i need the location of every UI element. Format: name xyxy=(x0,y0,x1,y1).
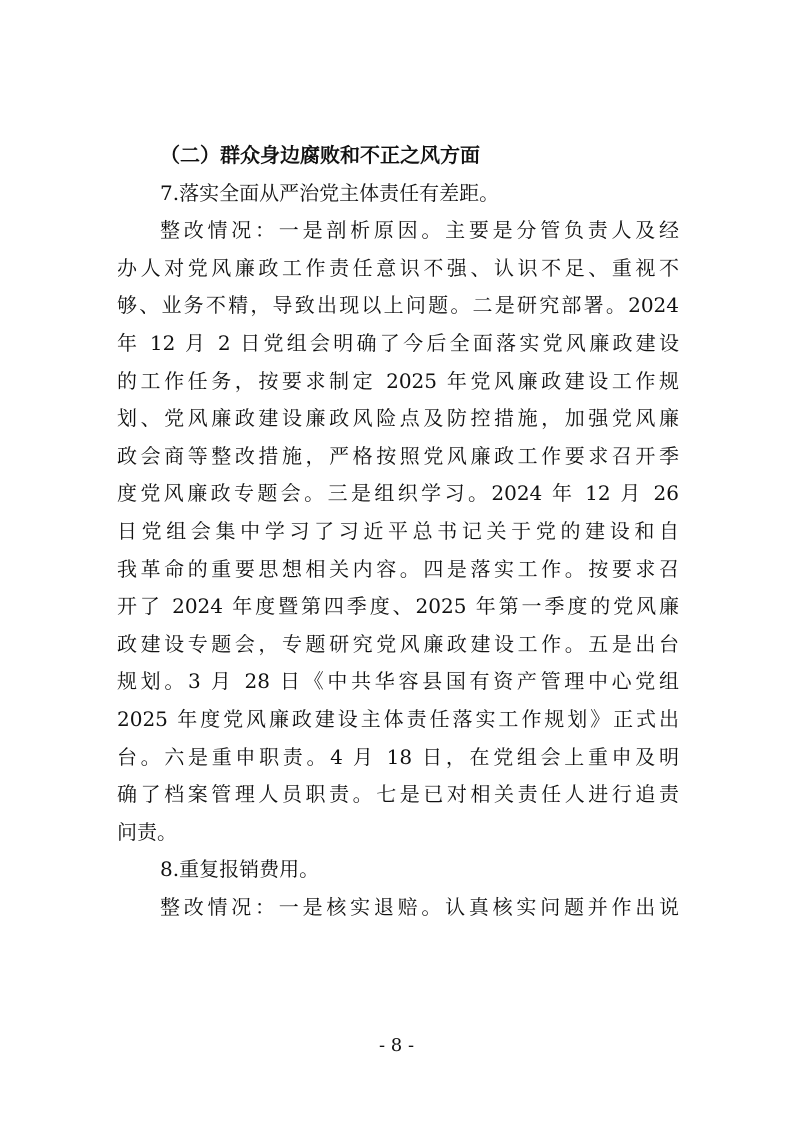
paragraph-line: 划、党风廉政建设廉政风险点及防控措施，加强党风廉 xyxy=(117,406,679,431)
paragraph-line: 的工作任务，按要求制定 2025 年党风廉政建设工作规 xyxy=(117,368,679,393)
section-heading: （二）群众身边腐败和不正之风方面 xyxy=(160,143,480,167)
paragraph-line: 年 12 月 2 日党组会明确了今后全面落实党风廉政建设 xyxy=(117,330,679,355)
paragraph-line: 2025 年度党风廉政建设主体责任落实工作规划》正式出 xyxy=(117,706,679,731)
paragraph-line: 问责。 xyxy=(117,819,177,844)
paragraph-line: 开了 2024 年度暨第四季度、2025 年第一季度的党风廉 xyxy=(117,594,679,619)
paragraph-line: 日党组会集中学习了习近平总书记关于党的建设和自 xyxy=(117,518,679,543)
page-number: - 8 - xyxy=(378,1035,415,1056)
item-title-7: 7.落实全面从严治党主体责任有差距。 xyxy=(160,180,500,205)
item-title-8: 8.重复报销费用。 xyxy=(160,857,320,882)
paragraph-line: 够、业务不精，导致出现以上问题。二是研究部署。2024 xyxy=(117,293,679,318)
paragraph-line: 规划。3 月 28 日《中共华容县国有资产管理中心党组 xyxy=(117,669,679,694)
paragraph-line: 政会商等整改措施，严格按照党风廉政工作要求召开季 xyxy=(117,443,679,468)
paragraph-line: 整改情况：一是核实退赔。认真核实问题并作出说 xyxy=(160,894,679,919)
document-body xyxy=(117,137,679,926)
paragraph-line: 办人对党风廉政工作责任意识不强、认识不足、重视不 xyxy=(117,255,679,280)
paragraph-line: 台。六是重申职责。4 月 18 日，在党组会上重申及明 xyxy=(117,744,679,769)
paragraph-line: 政建设专题会，专题研究党风廉政建设工作。五是出台 xyxy=(117,631,679,656)
paragraph-line: 确了档案管理人员职责。七是已对相关责任人进行追责 xyxy=(117,782,679,807)
paragraph-line: 度党风廉政专题会。三是组织学习。2024 年 12 月 26 xyxy=(117,481,679,506)
paragraph-line: 我革命的重要思想相关内容。四是落实工作。按要求召 xyxy=(117,556,679,581)
paragraph-line: 整改情况：一是剖析原因。主要是分管负责人及经 xyxy=(160,218,679,243)
